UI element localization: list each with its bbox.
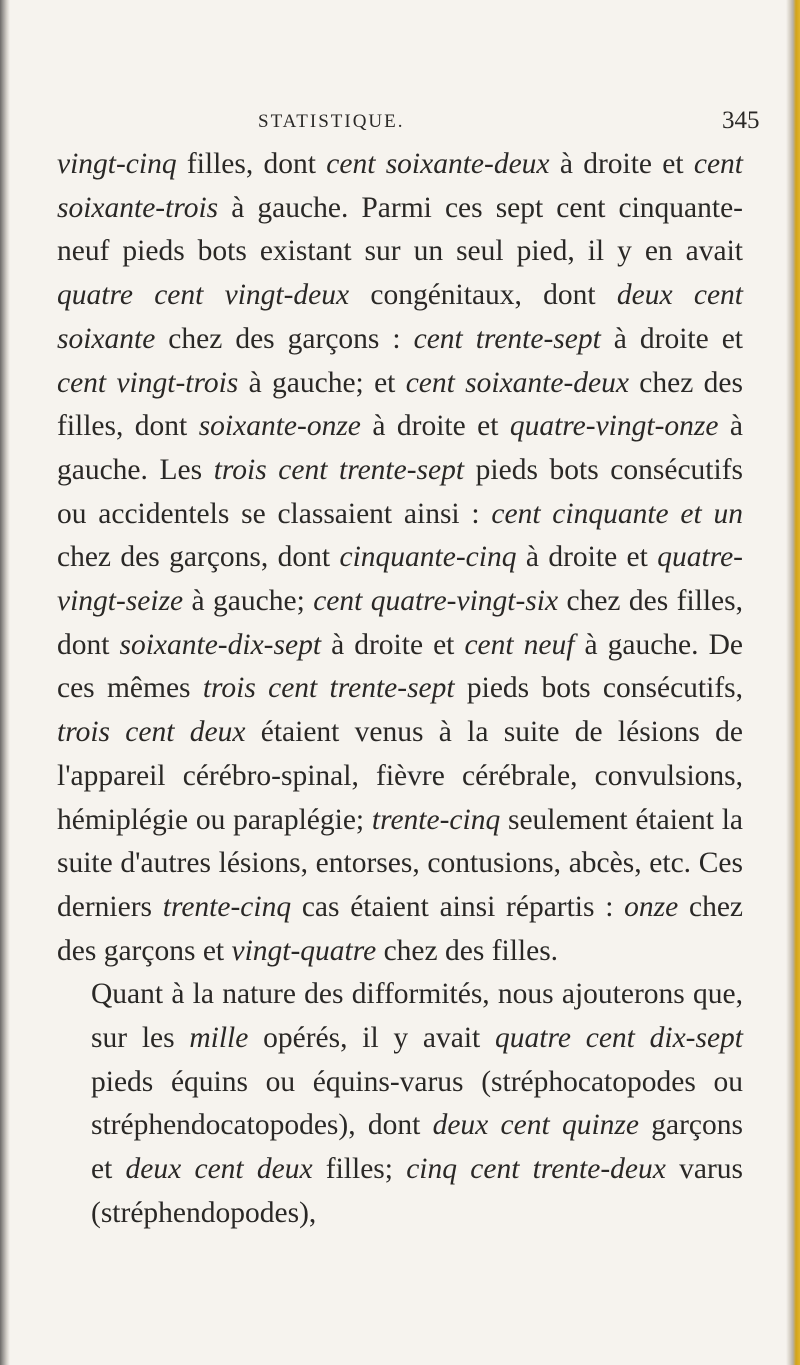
italic-number-text: cinquante-cinq <box>339 541 517 574</box>
page-left-edge <box>0 0 10 1365</box>
text-run: congénitaux, dont <box>349 279 617 312</box>
text-run: garçons et <box>91 1109 743 1186</box>
text-run: étaient venus à la suite de lésions de l'appareil cérébro-spinal, fièvre cérébrale, convulsions, hémiplégie ou paraplégie; <box>57 716 743 836</box>
italic-number-text: deux cent deux <box>125 1153 313 1186</box>
italic-number-text: cinq cent trente-deux <box>406 1153 666 1186</box>
text-run: chez des filles, dont <box>57 366 743 443</box>
text-run: cas étaient ainsi répartis : <box>291 890 625 923</box>
text-run: chez des garçons et <box>57 890 744 967</box>
italic-number-text: cent vingt-trois <box>57 366 239 399</box>
italic-number-text: trois cent deux <box>57 716 246 749</box>
italic-number-text: deux cent soixante <box>57 279 743 355</box>
text-run: à gauche. Parmi ces sept cent cinquante-neuf pieds bots existant sur un seul pied, il y en avait <box>57 191 743 268</box>
text-run: à gauche; et <box>238 366 406 399</box>
text-run: seulement étaient la suite d'autres lésions, entorses, contusions, abcès, etc. Ces derniers <box>57 803 743 923</box>
text-run: à droite et <box>600 322 743 355</box>
text-run: chez des garçons, dont <box>57 541 340 574</box>
italic-number-text: soixante-onze <box>198 410 361 443</box>
text-run: à droite et <box>549 148 694 180</box>
page-header <box>0 107 800 137</box>
italic-number-text: trente-cinq <box>162 890 292 923</box>
text-run: filles; <box>312 1153 407 1186</box>
italic-number-text: cent quatre-vingt-six <box>313 585 559 618</box>
text-run: Quant à la nature des difformités, nous ajouterons que, sur les <box>91 978 743 1055</box>
text-run: pieds bots consécutifs ou accidentels se classaient ainsi : <box>57 453 744 530</box>
italic-number-text: cent trente-sept <box>413 322 601 355</box>
page-right-edge <box>786 0 800 1365</box>
text-run: à gauche; <box>183 585 314 618</box>
text-run: à droite et <box>360 410 510 443</box>
body-text <box>57 143 743 1236</box>
running-title: STATISTIQUE. <box>258 111 405 132</box>
italic-number-text: cent soixante-deux <box>326 148 550 180</box>
text-run: filles, dont <box>176 148 327 180</box>
italic-number-text: soixante-dix-sept <box>119 628 322 661</box>
text-run: à gauche. Les <box>57 410 744 486</box>
italic-number-text: deux cent quinze <box>432 1109 639 1142</box>
italic-number-text: cent neuf <box>464 628 575 661</box>
italic-number-text: quatre cent vingt-deux <box>57 279 350 312</box>
italic-number-text: cent soixante-trois <box>57 148 744 224</box>
text-run: chez des garçons : <box>155 322 414 355</box>
text-run: chez des filles. <box>376 934 559 967</box>
italic-number-text: trente-cinq <box>371 803 501 836</box>
text-run: opérés, il y avait <box>248 1022 496 1055</box>
paragraph-2 <box>57 973 743 1235</box>
text-run: pieds équins ou équins-varus (stréphocatopodes ou stréphendocatopodes), dont <box>91 1065 743 1142</box>
text-run: à droite et <box>321 628 465 661</box>
text-run: varus (stréphendopodes), <box>91 1153 743 1229</box>
italic-number-text: trois cent trente-sept <box>202 672 455 705</box>
text-run: pieds bots consécutifs, <box>454 672 743 705</box>
paragraph-1 <box>57 143 743 973</box>
italic-number-text: mille <box>189 1022 249 1055</box>
italic-number-text: trois cent trente-sept <box>213 453 465 486</box>
italic-number-text: quatre-vingt-seize <box>57 541 743 618</box>
text-run: chez des filles, dont <box>57 585 744 661</box>
text-run: à gauche. De ces mêmes <box>57 628 743 705</box>
page-number: 345 <box>722 107 760 134</box>
text-run: à droite et <box>516 541 658 574</box>
italic-number-text: quatre cent dix-sept <box>495 1022 744 1055</box>
italic-number-text: vingt-cinq <box>57 148 177 180</box>
italic-number-text: cent cinquante et un <box>491 497 743 530</box>
italic-number-text: onze <box>624 890 679 923</box>
italic-number-text: quatre-vingt-onze <box>509 410 719 443</box>
italic-number-text: cent soixante-deux <box>405 366 629 399</box>
italic-number-text: vingt-quatre <box>231 934 377 967</box>
